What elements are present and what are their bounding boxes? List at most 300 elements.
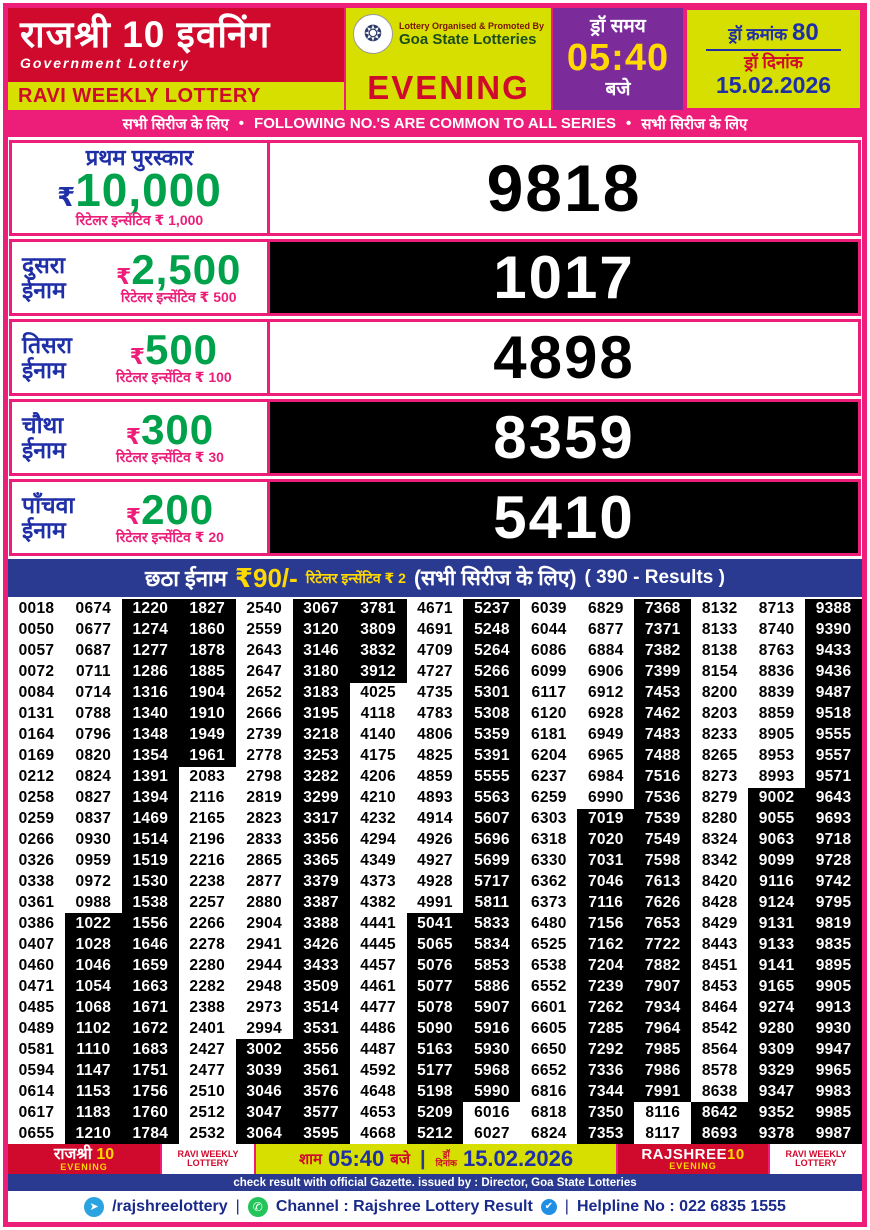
- result-number: 3120: [293, 620, 350, 641]
- result-number: 6259: [531, 789, 567, 807]
- result-number: 3379: [293, 871, 350, 892]
- result-number: 1860: [179, 620, 236, 641]
- result-number: 1153: [65, 1081, 122, 1102]
- result-number: 0796: [75, 726, 112, 744]
- result-number: 1147: [65, 1060, 122, 1081]
- result-number: 8154: [701, 663, 738, 681]
- result-number: 1277: [122, 641, 179, 662]
- result-number: 1646: [122, 934, 179, 955]
- prize-row-1: [9, 140, 861, 236]
- prize-section: [8, 137, 862, 556]
- result-number: 1220: [122, 599, 179, 620]
- result-number: 2880: [246, 893, 283, 911]
- result-number: 7371: [634, 620, 691, 641]
- result-number: 4477: [360, 998, 396, 1016]
- result-number: 2401: [189, 1019, 226, 1037]
- result-number: 1878: [179, 641, 236, 662]
- result-number: 1961: [179, 746, 236, 767]
- result-number: 7536: [634, 788, 691, 809]
- result-number: 7539: [634, 809, 691, 830]
- result-number: 1751: [122, 1060, 179, 1081]
- result-number: 2510: [189, 1082, 226, 1100]
- result-number: 2083: [189, 768, 226, 786]
- result-number: 1672: [122, 1018, 179, 1039]
- result-number: 9930: [805, 1018, 862, 1039]
- result-number: 7046: [577, 871, 634, 892]
- time-prefix: शाम: [298, 1151, 322, 1168]
- brand-block: [8, 8, 344, 110]
- result-number: 1827: [179, 599, 236, 620]
- result-number: 4893: [417, 789, 453, 807]
- result-number: 8233: [701, 726, 738, 744]
- result-number: 5563: [463, 788, 520, 809]
- result-number: 7353: [577, 1123, 634, 1144]
- result-number: 7204: [577, 955, 634, 976]
- result-number: 7653: [634, 913, 691, 934]
- result-number: 5266: [463, 662, 520, 683]
- result-number: 8578: [701, 1061, 738, 1079]
- result-number: 2266: [189, 914, 226, 932]
- result-number: 1210: [65, 1123, 122, 1144]
- result-number: 3299: [293, 788, 350, 809]
- result-number: 9131: [748, 913, 805, 934]
- result-number: 2512: [189, 1103, 226, 1121]
- prize2-rank2: ईनाम: [22, 276, 66, 303]
- result-number: 4926: [417, 830, 453, 848]
- result-number: 9718: [805, 829, 862, 850]
- result-number: 5041: [407, 913, 464, 934]
- result-number: 9965: [805, 1060, 862, 1081]
- prize2-amount: 2,500: [131, 245, 242, 293]
- result-number: 7292: [577, 1039, 634, 1060]
- result-number: 9728: [805, 850, 862, 871]
- result-number: 1760: [122, 1102, 179, 1123]
- result-number: 2216: [189, 851, 226, 869]
- prize3-amount: 500: [144, 325, 219, 373]
- result-number: 1110: [65, 1039, 122, 1060]
- results-grid: [8, 597, 862, 1144]
- draw-time-label: ड्रॉ समय: [590, 16, 646, 38]
- result-number: 2904: [246, 914, 283, 932]
- result-number: 7156: [577, 913, 634, 934]
- result-number: 9116: [748, 871, 805, 892]
- result-number: 6525: [531, 935, 567, 953]
- result-number: 9555: [805, 725, 862, 746]
- result-number: 1102: [65, 1018, 122, 1039]
- contact-footer: [8, 1191, 862, 1222]
- result-number: 8280: [701, 810, 738, 827]
- prize3-rank: तिसरा: [22, 332, 72, 359]
- rupee-icon: ₹: [129, 343, 145, 369]
- result-number: 7020: [577, 829, 634, 850]
- result-number: 9557: [805, 746, 862, 767]
- result-number: 5811: [463, 892, 520, 913]
- result-number: 0485: [18, 998, 55, 1016]
- whatsapp-channel[interactable]: Channel : Rajshree Lottery Result: [275, 1197, 533, 1215]
- bottom-time-date: शाम 05:40 बजे | ड्रॉ दिनांक 15.02.2026: [256, 1144, 616, 1174]
- divider: [706, 49, 841, 51]
- result-number: 4927: [417, 851, 453, 869]
- result-number: 5077: [407, 976, 464, 997]
- result-number: 6965: [587, 747, 624, 765]
- draw-time-value: 05:40: [566, 37, 670, 80]
- result-number: 2427: [189, 1040, 226, 1058]
- result-number: 4668: [360, 1124, 396, 1142]
- result-number: 6303: [531, 810, 567, 827]
- result-number: 1348: [122, 725, 179, 746]
- result-number: 4783: [417, 705, 453, 723]
- result-number: 6086: [531, 642, 567, 660]
- bullet: •: [625, 115, 632, 132]
- result-number: 9352: [748, 1102, 805, 1123]
- result-number: 6877: [587, 621, 624, 639]
- result-number: 5198: [407, 1081, 464, 1102]
- bottom-date: 15.02.2026: [462, 1146, 574, 1171]
- result-number: 7239: [577, 976, 634, 997]
- session-label: EVENING: [367, 69, 530, 106]
- result-number: 9518: [805, 704, 862, 725]
- result-number: 5090: [407, 1018, 464, 1039]
- result-number: 8273: [701, 768, 738, 786]
- result-number: 5853: [463, 955, 520, 976]
- result-number: 5359: [463, 725, 520, 746]
- result-number: 8420: [701, 872, 738, 890]
- result-number: 8836: [758, 663, 795, 681]
- result-number: 1183: [65, 1102, 122, 1123]
- prize1-winning-number: 9818: [486, 151, 642, 225]
- result-number: 3912: [350, 662, 407, 683]
- result-number: 4175: [360, 747, 396, 765]
- organiser-block: [346, 8, 551, 110]
- result-number: 9693: [805, 809, 862, 830]
- result-number: 6117: [531, 684, 567, 702]
- result-number: 1286: [122, 662, 179, 683]
- result-number: 5248: [463, 620, 520, 641]
- series-note-left: सभी सिरीज के लिए: [122, 115, 229, 133]
- result-number: 3832: [350, 641, 407, 662]
- result-number: 3531: [293, 1018, 350, 1039]
- prize5-amount: 200: [141, 485, 215, 533]
- result-number: 9165: [748, 976, 805, 997]
- result-number: 0824: [75, 768, 112, 786]
- result-number: 0212: [18, 768, 55, 786]
- result-number: 8693: [691, 1123, 748, 1144]
- result-number: 9063: [748, 829, 805, 850]
- result-number: 9983: [805, 1081, 862, 1102]
- result-number: 3577: [293, 1102, 350, 1123]
- result-number: 7483: [634, 725, 691, 746]
- result-number: 8429: [701, 914, 738, 932]
- result-number: 4025: [360, 684, 396, 702]
- result-number: 7162: [577, 934, 634, 955]
- result-number: 7516: [634, 767, 691, 788]
- result-number: 5177: [407, 1060, 464, 1081]
- poster-frame: [3, 3, 867, 1227]
- result-number: 0361: [18, 893, 55, 911]
- result-number: 1519: [122, 850, 179, 871]
- result-number: 3561: [293, 1060, 350, 1081]
- prize4-amount: 300: [141, 405, 215, 453]
- result-number: 9388: [805, 599, 862, 620]
- result-number: 3387: [293, 892, 350, 913]
- result-number: 3180: [293, 662, 350, 683]
- result-number: 8453: [701, 977, 738, 995]
- result-number: 4914: [417, 810, 453, 827]
- result-number: 7462: [634, 704, 691, 725]
- result-number: 8443: [701, 935, 738, 953]
- helpline-number: Helpline No : 022 6835 1555: [576, 1197, 786, 1215]
- result-number: 6884: [587, 642, 624, 660]
- telegram-handle[interactable]: /rajshreelottery: [112, 1197, 228, 1215]
- result-number: 8132: [701, 600, 738, 618]
- result-number: 8713: [758, 600, 795, 618]
- result-number: 8839: [758, 684, 795, 702]
- result-number: 6605: [531, 1019, 567, 1037]
- result-number: 6099: [531, 663, 567, 681]
- result-number: 3781: [350, 599, 407, 620]
- whatsapp-icon: ✆: [248, 1197, 268, 1217]
- result-number: 2865: [246, 851, 283, 869]
- result-number: 4210: [360, 789, 396, 807]
- result-number: 0072: [18, 663, 55, 681]
- result-number: 3388: [293, 913, 350, 934]
- result-number: 3556: [293, 1039, 350, 1060]
- result-number: 7019: [577, 809, 634, 830]
- result-number: 0326: [18, 851, 55, 869]
- result-number: 9055: [748, 809, 805, 830]
- draw-date-value: 15.02.2026: [715, 72, 832, 99]
- result-number: 2278: [189, 935, 226, 953]
- result-number: 1274: [122, 620, 179, 641]
- result-number: 1683: [122, 1039, 179, 1060]
- result-number: 1054: [65, 976, 122, 997]
- result-number: 6373: [531, 893, 567, 911]
- result-number: 0655: [18, 1124, 55, 1142]
- organiser-line2: Goa State Lotteries: [398, 30, 537, 48]
- result-number: 9309: [748, 1039, 805, 1060]
- result-number: 4441: [360, 914, 396, 932]
- result-number: 7964: [634, 1018, 691, 1039]
- organiser-line1: Lottery Organised & Promoted By: [398, 20, 545, 31]
- prize3-winning-number: 4898: [493, 324, 635, 391]
- result-number: 5076: [407, 955, 464, 976]
- result-number: 4928: [417, 872, 453, 890]
- result-number: 9643: [805, 788, 862, 809]
- result-number: 4691: [417, 621, 453, 639]
- result-number: 5308: [463, 704, 520, 725]
- result-number: 0930: [75, 830, 112, 848]
- result-number: 5916: [463, 1018, 520, 1039]
- result-number: 2877: [246, 872, 283, 890]
- result-number: 2238: [189, 872, 226, 890]
- result-number: 2116: [189, 789, 225, 807]
- result-number: 4232: [360, 810, 396, 827]
- rupee-icon: ₹: [125, 423, 142, 449]
- result-number: 3183: [293, 683, 350, 704]
- result-number: 7613: [634, 871, 691, 892]
- draw-time-block: [553, 8, 683, 110]
- telegram-icon: ➤: [84, 1197, 104, 1217]
- result-number: 6818: [531, 1103, 567, 1121]
- result-number: 3595: [293, 1123, 350, 1144]
- weekly-lottery-label: RAVI WEEKLY LOTTERY: [8, 82, 344, 110]
- result-number: 7549: [634, 829, 691, 850]
- result-number: 4859: [417, 768, 453, 786]
- result-number: 9099: [748, 850, 805, 871]
- result-number: 3282: [293, 767, 350, 788]
- result-number: 9742: [805, 871, 862, 892]
- result-number: 5696: [463, 829, 520, 850]
- divider: |: [564, 1197, 569, 1215]
- result-number: 9433: [805, 641, 862, 662]
- series-note-right: सभी सिरीज के लिए: [641, 115, 748, 133]
- result-number: 1556: [122, 913, 179, 934]
- result-number: 1028: [65, 934, 122, 955]
- result-number: 5886: [463, 976, 520, 997]
- result-number: 9347: [748, 1081, 805, 1102]
- result-number: 3433: [293, 955, 350, 976]
- result-number: 8279: [701, 789, 738, 807]
- result-number: 1394: [122, 788, 179, 809]
- result-number: 3576: [293, 1081, 350, 1102]
- result-number: 7991: [634, 1081, 691, 1102]
- result-number: 8428: [701, 893, 738, 911]
- draw-no-value: 80: [791, 19, 819, 47]
- result-number: 0050: [18, 621, 55, 639]
- result-number: 0018: [18, 600, 55, 618]
- header: [8, 8, 862, 110]
- result-number: 2196: [189, 830, 226, 848]
- result-number: 8740: [758, 621, 795, 639]
- result-number: 7488: [634, 746, 691, 767]
- result-number: 4457: [360, 956, 396, 974]
- result-number: 0471: [18, 977, 55, 995]
- prize2-winning-number: 1017: [270, 242, 858, 313]
- result-number: 5990: [463, 1081, 520, 1102]
- result-number: 4349: [360, 851, 396, 869]
- result-number: 9274: [748, 997, 805, 1018]
- result-number: 6650: [531, 1040, 567, 1058]
- result-number: 2257: [189, 893, 226, 911]
- result-number: 0687: [75, 642, 112, 660]
- time-suffix: बजे: [390, 1151, 410, 1168]
- result-number: 6480: [531, 914, 567, 932]
- result-number: 4709: [417, 642, 453, 660]
- result-number: 5930: [463, 1039, 520, 1060]
- result-number: 7722: [634, 934, 691, 955]
- result-number: 4487: [360, 1040, 396, 1058]
- sixth-prize-incentive: रिटेलर इन्सेंटिव ₹ 2: [305, 569, 406, 586]
- result-number: 6016: [474, 1103, 510, 1121]
- bottom-weekly-right: RAVI WEEKLY LOTTERY: [770, 1144, 862, 1174]
- result-number: 0837: [75, 810, 112, 827]
- result-number: 0460: [18, 956, 55, 974]
- prize-row-5: [9, 479, 861, 556]
- prize4-incentive: रिटेलर इन्सेंटिव ₹ 30: [116, 448, 224, 465]
- result-number: 0714: [75, 684, 112, 702]
- prize3-incentive: रिटेलर इन्सेंटिव ₹ 100: [116, 368, 232, 385]
- result-number: 8133: [701, 621, 738, 639]
- result-number: 1538: [122, 892, 179, 913]
- divider: |: [235, 1197, 240, 1215]
- result-number: 4648: [360, 1082, 396, 1100]
- result-number: 0084: [18, 684, 55, 702]
- result-number: 3317: [293, 809, 350, 830]
- result-number: 7344: [577, 1081, 634, 1102]
- result-number: 2282: [189, 977, 226, 995]
- result-number: 0788: [75, 705, 112, 723]
- rupee-icon: ₹: [116, 263, 132, 289]
- result-number: 2739: [246, 726, 283, 744]
- result-number: 6912: [587, 684, 624, 702]
- result-number: 0258: [18, 789, 55, 807]
- result-number: 1530: [122, 871, 179, 892]
- result-number: 9133: [748, 934, 805, 955]
- result-number: 7031: [577, 850, 634, 871]
- result-number: 2823: [246, 810, 283, 827]
- result-number: 4294: [360, 830, 396, 848]
- result-number: 5699: [463, 850, 520, 871]
- result-number: 0617: [18, 1103, 55, 1121]
- result-number: 2948: [246, 977, 283, 995]
- bottom-time: 05:40: [328, 1146, 385, 1171]
- result-number: 6538: [531, 956, 567, 974]
- result-number: 2165: [189, 810, 226, 827]
- result-number: 9985: [805, 1102, 862, 1123]
- result-number: 8342: [701, 851, 738, 869]
- sixth-prize-label: छठा ईनाम: [145, 566, 227, 591]
- result-number: 3067: [293, 599, 350, 620]
- result-number: 7399: [634, 662, 691, 683]
- result-number: 7986: [634, 1060, 691, 1081]
- draw-info-block: [685, 8, 862, 110]
- result-number: 1514: [122, 829, 179, 850]
- result-number: 9895: [805, 955, 862, 976]
- result-number: 6601: [531, 998, 567, 1016]
- result-number: 5833: [463, 913, 520, 934]
- result-number: 8451: [701, 956, 738, 974]
- result-number: 6204: [531, 747, 567, 765]
- result-number: 0972: [75, 872, 112, 890]
- result-number: 6318: [531, 830, 567, 848]
- result-number: 3064: [236, 1123, 293, 1144]
- sixth-prize-results-count: ( 390 - Results ): [584, 567, 725, 588]
- prize-row-4: [9, 399, 861, 476]
- rupee-icon: ₹: [125, 503, 142, 529]
- result-number: 1904: [179, 683, 236, 704]
- result-number: 0386: [18, 914, 55, 932]
- result-number: 6027: [474, 1124, 510, 1142]
- prize5-rank: पाँचवा: [22, 492, 75, 519]
- result-number: 1885: [179, 662, 236, 683]
- result-number: 2647: [246, 663, 283, 681]
- result-number: 8203: [701, 705, 738, 723]
- result-number: 8763: [758, 642, 795, 660]
- draw-time-suffix: बजे: [605, 78, 631, 100]
- prize4-rank2: ईनाम: [22, 436, 66, 463]
- result-number: 6906: [587, 663, 624, 681]
- result-number: 9905: [805, 976, 862, 997]
- result-number: 6237: [531, 768, 567, 786]
- result-number: 9378: [748, 1123, 805, 1144]
- bottom-brand-hi: राजश्री 10 EVENING: [8, 1144, 160, 1174]
- result-number: 2666: [246, 705, 283, 723]
- divider: |: [419, 1147, 426, 1170]
- result-number: 8200: [701, 684, 738, 702]
- result-number: 9124: [748, 892, 805, 913]
- draw-date-label: ड्रॉ दिनांक: [744, 52, 803, 72]
- result-number: 5717: [463, 871, 520, 892]
